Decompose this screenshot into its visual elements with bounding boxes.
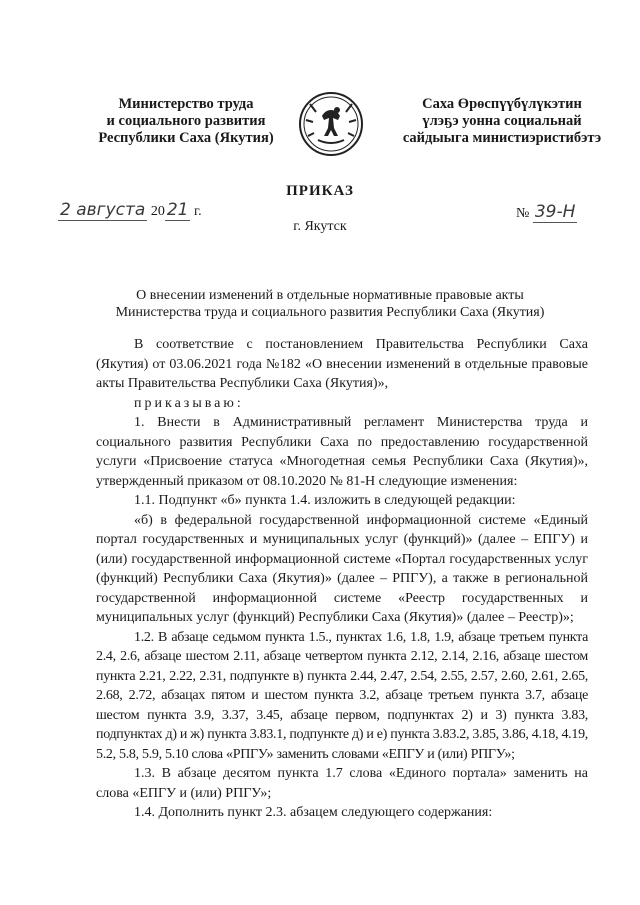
document-title: ПРИКАЗ	[286, 183, 354, 199]
ministry-name-line: Республики Саха (Якутия)	[98, 130, 274, 146]
ministry-name-yakut	[392, 96, 612, 147]
order-subject	[80, 287, 580, 321]
ministry-name-line: и социального развития	[106, 113, 266, 129]
handwritten-year: 21	[166, 200, 189, 220]
coat-of-arms-icon	[298, 90, 364, 158]
clause-1-4: 1.4. Дополнить пункт 2.3. абзацем следующего содержания:	[134, 805, 493, 820]
subject-line: О внесении изменений в отдельные нормативные правовые акты	[136, 288, 524, 303]
clause-1-3: 1.3. В абзаце десятом пункта 1.7 слова «Единого портала» заменить на слова «ЕПГУ и (или) РПГУ»;	[96, 766, 588, 801]
ministry-name-line: үлэҕэ уонна социальнай	[422, 113, 582, 129]
number-sign: №	[516, 206, 530, 221]
clause-1-2: 1.2. В абзаце седьмом пункта 1.5., пунктах 1.6, 1.8, 1.9, абзаце третьем пункта 2.4, 2.6, абзаце шестом 2.11, абзаце четвертом пункта 2.12, 2.14, 2.16, абзаце шестом пункта 2.21, 2.22, 2.31, подпункте в) пункта 2.44, 2.47, 2.54, 2.55, 2.57, 2.60, 2.61, 2.65, 2.68, 2.72, абзацах пятом и шестом пункта 3.2, абзаце третьем пункта 3.7, абзаце шестом пункта 3.9, 3.37, 3.45, абзаце первом, подпунктах 2) и 3) пункта 3.83, подпунктах д) и ж) пункта 3.83.1, подпункте д) и е) пункта 3.83.2, 3.85, 3.86, 4.18, 4.19, 5.2, 5.8, 5.9, 5.10 слова «РПГУ» заменить словами «ЕПГУ и (или) РПГУ»;	[96, 629, 588, 762]
ministry-name-russian	[86, 96, 286, 147]
handwritten-date: 2 августа	[60, 200, 146, 220]
handwritten-number: 39-Н	[534, 202, 576, 222]
ministry-name-line: Министерство труда	[118, 96, 254, 112]
preamble-paragraph: В соответствие с постановлением Правительства Республики Саха (Якутия) от 03.06.2021 года №182 «О внесении изменений в отдельные правовые акты Правительства Республики Саха (Якутия)»,	[96, 337, 588, 391]
clause-1-1-text: «б) в федеральной государственной информационной системе «Единый портал государственных и муниципальных услуг (функций)» (далее – ЕПГУ) и (или) государственной информационной системе «Портал государственных услуг (функций) Республики Саха (Якутия)» (далее – РПГУ), а также в региональной государственной информационной системе «Реестр государственных и муниципальных услуг (функций) Республики Саха (Якутия)» (далее – Реестр)»;	[96, 512, 588, 625]
year-prefix: 20	[150, 204, 165, 219]
order-date	[58, 200, 202, 220]
order-body	[96, 335, 588, 823]
clause-1: 1. Внести в Административный регламент Министерства труда и социального развития Республики Саха по предоставлению государственной услуги «Присвоение статуса «Многодетная семья Республики Саха (Якутия)», утвержденный приказом от 08.10.2020 № 81-Н следующие изменения:	[96, 415, 588, 489]
subject-line: Министерства труда и социального развития Республики Саха (Якутия)	[115, 305, 545, 320]
ministry-name-line: Саха Өрөспүүбүлүкэтин	[422, 96, 582, 112]
year-suffix: г.	[193, 204, 202, 219]
city: г. Якутск	[293, 219, 347, 234]
order-command: приказываю:	[134, 395, 244, 411]
clause-1-1: 1.1. Подпункт «б» пункта 1.4. изложить в следующей редакции:	[134, 493, 516, 508]
ministry-name-line: сайдыыга министиэристибэтэ	[402, 130, 602, 146]
